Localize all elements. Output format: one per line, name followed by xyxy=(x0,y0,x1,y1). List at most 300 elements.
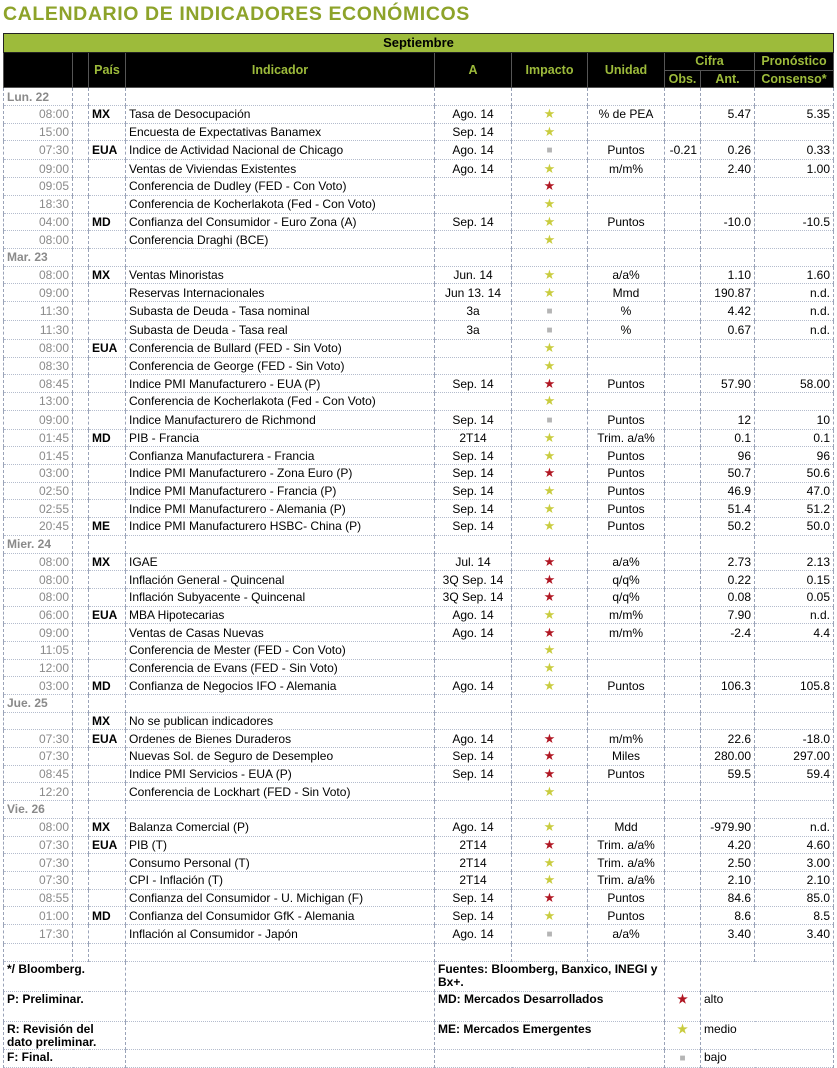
consenso-cell: 47.0 xyxy=(755,482,834,500)
period-cell: 3Q Sep. 14 xyxy=(435,571,512,589)
period-cell: Ago. 14 xyxy=(435,606,512,624)
country-cell xyxy=(89,765,126,783)
star-icon: ★ xyxy=(677,991,688,1006)
empty-cell xyxy=(73,871,89,889)
time-cell: 08:45 xyxy=(4,765,73,783)
square-icon: ■ xyxy=(546,928,553,940)
indicator-cell: Balanza Comercial (P) xyxy=(126,818,435,836)
unit-cell xyxy=(588,357,665,375)
table-row xyxy=(4,410,834,429)
header-cifra: Cifra xyxy=(665,53,755,71)
unit-cell: Trim. a/a% xyxy=(588,429,665,447)
empty-cell xyxy=(73,248,89,266)
period-cell: 2T14 xyxy=(435,836,512,854)
country-cell xyxy=(89,588,126,606)
country-cell xyxy=(89,871,126,889)
day-label: Mar. 23 xyxy=(4,248,73,266)
star-icon: ★ xyxy=(543,500,556,516)
consenso-cell: 4.60 xyxy=(755,836,834,854)
unit-cell xyxy=(588,783,665,801)
ant-cell: 2.50 xyxy=(701,854,755,872)
empty-cell xyxy=(73,500,89,518)
consenso-cell xyxy=(755,659,834,677)
footer-text: Fuentes: Bloomberg, Banxico, INEGI y Bx+. xyxy=(435,961,665,991)
country-cell xyxy=(89,624,126,642)
legend-icon-cell xyxy=(665,1049,701,1067)
ant-cell: 96 xyxy=(701,447,755,465)
ant-cell xyxy=(701,339,755,357)
unit-cell: m/m% xyxy=(588,606,665,624)
month-label: Septiembre xyxy=(4,34,834,53)
indicator-cell: Ventas Minoristas xyxy=(126,266,435,284)
table-row xyxy=(4,357,834,375)
empty-cell xyxy=(89,943,126,961)
obs-cell xyxy=(665,571,701,589)
obs-cell xyxy=(665,606,701,624)
square-icon: ■ xyxy=(679,1052,686,1064)
ant-cell xyxy=(701,178,755,196)
country-cell xyxy=(89,854,126,872)
time-cell: 08:00 xyxy=(4,266,73,284)
spacer-row xyxy=(4,943,834,961)
empty-cell xyxy=(73,266,89,284)
indicator-cell: Confianza del Consumidor - U. Michigan (F) xyxy=(126,889,435,907)
country-cell xyxy=(89,410,126,429)
consenso-cell: -10.5 xyxy=(755,213,834,231)
header-indicador: Indicador xyxy=(126,53,435,88)
star-icon: ★ xyxy=(543,677,556,693)
star-icon: ★ xyxy=(543,766,556,782)
table-row xyxy=(4,393,834,411)
table-row xyxy=(4,266,834,284)
impact-cell xyxy=(512,301,588,320)
empty-cell xyxy=(512,535,588,553)
table-row xyxy=(4,178,834,196)
impact-cell xyxy=(512,284,588,302)
empty-cell xyxy=(73,783,89,801)
period-cell: Sep. 14 xyxy=(435,500,512,518)
indicator-cell: Confianza Manufacturera - Francia xyxy=(126,447,435,465)
header-consenso: Consenso* xyxy=(755,70,834,88)
empty-cell xyxy=(73,393,89,411)
table-row xyxy=(4,553,834,571)
indicator-cell: Ordenes de Bienes Duraderos xyxy=(126,730,435,748)
impact-cell xyxy=(512,659,588,677)
period-cell: Ago. 14 xyxy=(435,624,512,642)
table-row xyxy=(4,871,834,889)
impact-cell xyxy=(512,641,588,659)
day-label: Vie. 26 xyxy=(4,801,73,819)
ant-cell: 4.42 xyxy=(701,301,755,320)
indicator-cell: Indice PMI Manufacturero - EUA (P) xyxy=(126,375,435,393)
empty-cell xyxy=(73,375,89,393)
empty-cell xyxy=(4,943,73,961)
empty-cell xyxy=(73,624,89,642)
consenso-cell: 50.6 xyxy=(755,465,834,483)
ant-cell xyxy=(701,783,755,801)
impact-cell xyxy=(512,606,588,624)
period-cell: 3Q Sep. 14 xyxy=(435,588,512,606)
consenso-cell: 105.8 xyxy=(755,677,834,695)
star-icon: ★ xyxy=(543,553,556,569)
unit-cell xyxy=(588,659,665,677)
unit-cell: Puntos xyxy=(588,677,665,695)
star-icon: ★ xyxy=(543,659,556,675)
period-cell: 2T14 xyxy=(435,871,512,889)
ant-cell: 8.6 xyxy=(701,907,755,925)
star-icon: ★ xyxy=(543,160,556,176)
indicator-cell: Ventas de Viviendas Existentes xyxy=(126,160,435,178)
empty-cell xyxy=(126,943,435,961)
unit-cell: Puntos xyxy=(588,889,665,907)
star-icon: ★ xyxy=(543,124,556,140)
day-label: Mier. 24 xyxy=(4,535,73,553)
ant-cell: 106.3 xyxy=(701,677,755,695)
unit-cell: a/a% xyxy=(588,266,665,284)
ant-cell: 190.87 xyxy=(701,284,755,302)
empty-cell xyxy=(73,695,89,713)
obs-cell xyxy=(665,730,701,748)
empty-cell xyxy=(126,961,435,991)
obs-cell xyxy=(665,284,701,302)
unit-cell: a/a% xyxy=(588,553,665,571)
indicator-cell: Ventas de Casas Nuevas xyxy=(126,624,435,642)
obs-cell xyxy=(665,712,701,730)
impact-cell xyxy=(512,393,588,411)
unit-cell xyxy=(588,123,665,141)
empty-cell xyxy=(512,695,588,713)
table-row xyxy=(4,320,834,339)
indicator-cell: Inflación General - Quincenal xyxy=(126,571,435,589)
empty-cell xyxy=(73,160,89,178)
star-icon: ★ xyxy=(543,196,556,212)
unit-cell: % de PEA xyxy=(588,106,665,124)
ant-cell xyxy=(701,659,755,677)
time-cell: 11:30 xyxy=(4,320,73,339)
period-cell: Sep. 14 xyxy=(435,518,512,536)
ant-cell: 7.90 xyxy=(701,606,755,624)
period-cell: 3a xyxy=(435,320,512,339)
table-row xyxy=(4,730,834,748)
indicator-cell: Confianza del Consumidor GfK - Alemania xyxy=(126,907,435,925)
table-row xyxy=(4,624,834,642)
period-cell: Ago. 14 xyxy=(435,818,512,836)
consenso-cell xyxy=(755,783,834,801)
impact-cell xyxy=(512,783,588,801)
star-icon: ★ xyxy=(543,819,556,835)
table-row xyxy=(4,284,834,302)
empty-cell xyxy=(512,943,588,961)
star-icon: ★ xyxy=(543,854,556,870)
time-cell: 02:55 xyxy=(4,500,73,518)
period-cell: Jun 13. 14 xyxy=(435,284,512,302)
time-cell: 08:00 xyxy=(4,818,73,836)
impact-cell xyxy=(512,677,588,695)
obs-cell xyxy=(665,106,701,124)
empty-cell xyxy=(73,889,89,907)
ant-cell xyxy=(701,357,755,375)
day-row xyxy=(4,535,834,553)
impact-cell xyxy=(512,482,588,500)
country-cell: EUA xyxy=(89,141,126,160)
country-cell xyxy=(89,447,126,465)
consenso-cell: n.d. xyxy=(755,301,834,320)
table-row xyxy=(4,606,834,624)
header-pronostico: Pronóstico xyxy=(755,53,834,71)
header-unidad: Unidad xyxy=(588,53,665,88)
unit-cell: Trim. a/a% xyxy=(588,836,665,854)
consenso-cell: 96 xyxy=(755,447,834,465)
square-icon: ■ xyxy=(546,324,553,336)
impact-cell xyxy=(512,624,588,642)
ant-cell xyxy=(701,641,755,659)
country-cell: MD xyxy=(89,907,126,925)
indicator-cell: Indice de Actividad Nacional de Chicago xyxy=(126,141,435,160)
unit-cell: Puntos xyxy=(588,447,665,465)
star-icon: ★ xyxy=(543,284,556,300)
indicator-cell: Indice PMI Manufacturero HSBC- China (P) xyxy=(126,518,435,536)
period-cell: Sep. 14 xyxy=(435,447,512,465)
table-row xyxy=(4,818,834,836)
empty-cell xyxy=(73,854,89,872)
star-icon: ★ xyxy=(543,178,556,194)
obs-cell xyxy=(665,765,701,783)
time-cell: 07:30 xyxy=(4,730,73,748)
consenso-cell: 51.2 xyxy=(755,500,834,518)
star-icon: ★ xyxy=(543,872,556,888)
period-cell: Sep. 14 xyxy=(435,410,512,429)
indicator-cell: Conferencia de Lockhart (FED - Sin Voto) xyxy=(126,783,435,801)
indicator-cell: Conferencia de Mester (FED - Con Voto) xyxy=(126,641,435,659)
day-row xyxy=(4,88,834,106)
obs-cell xyxy=(665,783,701,801)
indicator-cell: CPI - Inflación (T) xyxy=(126,871,435,889)
empty-cell xyxy=(435,248,512,266)
empty-cell xyxy=(435,695,512,713)
consenso-cell: 3.40 xyxy=(755,924,834,943)
country-cell xyxy=(89,889,126,907)
indicator-cell: Conferencia de Kocherlakota (Fed - Con Voto) xyxy=(126,195,435,213)
empty-cell xyxy=(73,535,89,553)
legend-icon-cell xyxy=(665,991,701,1021)
consenso-cell xyxy=(755,357,834,375)
unit-cell: Puntos xyxy=(588,465,665,483)
header-a: A xyxy=(435,53,512,88)
country-cell xyxy=(89,465,126,483)
period-cell: Ago. 14 xyxy=(435,106,512,124)
footer-row xyxy=(4,961,834,991)
time-cell: 09:00 xyxy=(4,160,73,178)
empty-cell xyxy=(588,535,665,553)
country-cell xyxy=(89,357,126,375)
unit-cell xyxy=(588,641,665,659)
star-icon: ★ xyxy=(543,465,556,481)
empty-cell xyxy=(126,1021,435,1049)
day-label: Lun. 22 xyxy=(4,88,73,106)
indicator-cell: Subasta de Deuda - Tasa nominal xyxy=(126,301,435,320)
ant-cell: 2.40 xyxy=(701,160,755,178)
impact-cell xyxy=(512,357,588,375)
empty-cell xyxy=(435,88,512,106)
indicator-cell: Indice PMI Manufacturero - Zona Euro (P) xyxy=(126,465,435,483)
unit-cell: % xyxy=(588,301,665,320)
unit-cell: Mmd xyxy=(588,284,665,302)
indicator-cell: Consumo Personal (T) xyxy=(126,854,435,872)
star-icon: ★ xyxy=(543,836,556,852)
legend-label: alto xyxy=(701,991,834,1021)
period-cell: Sep. 14 xyxy=(435,765,512,783)
ant-cell xyxy=(701,231,755,249)
period-cell xyxy=(435,231,512,249)
impact-cell xyxy=(512,854,588,872)
unit-cell: q/q% xyxy=(588,571,665,589)
empty-cell xyxy=(126,695,435,713)
time-cell: 12:20 xyxy=(4,783,73,801)
empty-cell xyxy=(73,231,89,249)
empty-cell xyxy=(73,320,89,339)
consenso-cell: n.d. xyxy=(755,284,834,302)
country-cell xyxy=(89,748,126,766)
table-row xyxy=(4,106,834,124)
unit-cell: q/q% xyxy=(588,588,665,606)
indicator-cell: Inflación Subyacente - Quincenal xyxy=(126,588,435,606)
unit-cell: m/m% xyxy=(588,624,665,642)
obs-cell xyxy=(665,854,701,872)
ant-cell: 59.5 xyxy=(701,765,755,783)
unit-cell: Puntos xyxy=(588,141,665,160)
consenso-cell: 0.33 xyxy=(755,141,834,160)
ant-cell xyxy=(701,712,755,730)
indicator-cell: Conferencia de Dudley (FED - Con Voto) xyxy=(126,178,435,196)
empty-cell xyxy=(126,88,435,106)
empty-cell xyxy=(73,836,89,854)
unit-cell: Puntos xyxy=(588,213,665,231)
unit-cell xyxy=(588,178,665,196)
empty-cell xyxy=(435,943,512,961)
star-icon: ★ xyxy=(543,589,556,605)
empty-cell xyxy=(588,695,665,713)
unit-cell xyxy=(588,195,665,213)
time-cell: 07:30 xyxy=(4,748,73,766)
table-row xyxy=(4,301,834,320)
impact-cell xyxy=(512,748,588,766)
consenso-cell: 5.35 xyxy=(755,106,834,124)
legend-label xyxy=(701,961,834,991)
table-row xyxy=(4,588,834,606)
consenso-cell: 50.0 xyxy=(755,518,834,536)
table-row xyxy=(4,465,834,483)
country-cell xyxy=(89,160,126,178)
indicator-cell: Conferencia de Kocherlakota (Fed - Con Voto) xyxy=(126,393,435,411)
indicator-cell: Indice PMI Manufacturero - Alemania (P) xyxy=(126,500,435,518)
time-cell: 04:00 xyxy=(4,213,73,231)
time-cell: 09:00 xyxy=(4,410,73,429)
table-row xyxy=(4,712,834,730)
table-row xyxy=(4,641,834,659)
impact-cell xyxy=(512,106,588,124)
country-cell: MX xyxy=(89,553,126,571)
indicator-cell: IGAE xyxy=(126,553,435,571)
time-cell: 13:00 xyxy=(4,393,73,411)
empty-cell xyxy=(126,991,435,1021)
table-row xyxy=(4,482,834,500)
time-cell: 12:00 xyxy=(4,659,73,677)
table-row xyxy=(4,748,834,766)
star-icon: ★ xyxy=(543,106,556,122)
obs-cell xyxy=(665,518,701,536)
empty-cell xyxy=(89,801,126,819)
ant-cell xyxy=(701,195,755,213)
empty-cell xyxy=(512,801,588,819)
empty-cell xyxy=(701,943,755,961)
time-cell: 08:55 xyxy=(4,889,73,907)
empty-cell xyxy=(89,695,126,713)
period-cell: 2T14 xyxy=(435,429,512,447)
unit-cell: a/a% xyxy=(588,924,665,943)
empty-cell xyxy=(73,284,89,302)
consenso-cell: 0.1 xyxy=(755,429,834,447)
empty-cell xyxy=(755,535,834,553)
star-icon: ★ xyxy=(543,375,556,391)
empty-cell xyxy=(73,677,89,695)
period-cell: Ago. 14 xyxy=(435,677,512,695)
footer-row xyxy=(4,1049,834,1067)
indicator-cell: Conferencia de George (FED - Sin Voto) xyxy=(126,357,435,375)
period-cell: Ago. 14 xyxy=(435,141,512,160)
unit-cell: Trim. a/a% xyxy=(588,871,665,889)
star-icon: ★ xyxy=(543,571,556,587)
country-cell: MD xyxy=(89,677,126,695)
table-row xyxy=(4,123,834,141)
unit-cell: Trim. a/a% xyxy=(588,854,665,872)
time-cell: 07:30 xyxy=(4,836,73,854)
table-row xyxy=(4,907,834,925)
impact-cell xyxy=(512,571,588,589)
unit-cell xyxy=(588,231,665,249)
country-cell xyxy=(89,301,126,320)
footer-note: F: Final. xyxy=(4,1049,126,1067)
empty-cell xyxy=(73,518,89,536)
empty-cell xyxy=(73,178,89,196)
obs-cell xyxy=(665,677,701,695)
unit-cell: Puntos xyxy=(588,375,665,393)
consenso-cell xyxy=(755,178,834,196)
consenso-cell: 1.00 xyxy=(755,160,834,178)
table-row xyxy=(4,195,834,213)
obs-cell xyxy=(665,123,701,141)
time-cell: 08:00 xyxy=(4,106,73,124)
empty-cell xyxy=(701,695,755,713)
period-cell: Sep. 14 xyxy=(435,465,512,483)
period-cell: Ago. 14 xyxy=(435,160,512,178)
square-icon: ■ xyxy=(546,305,553,317)
ant-cell: 0.08 xyxy=(701,588,755,606)
period-cell: Sep. 14 xyxy=(435,482,512,500)
country-cell xyxy=(89,231,126,249)
indicator-cell: Tasa de Desocupación xyxy=(126,106,435,124)
unit-cell: m/m% xyxy=(588,160,665,178)
country-cell xyxy=(89,123,126,141)
empty-cell xyxy=(73,465,89,483)
consenso-cell: 58.00 xyxy=(755,375,834,393)
empty-cell xyxy=(73,712,89,730)
empty-cell xyxy=(435,801,512,819)
impact-cell xyxy=(512,889,588,907)
obs-cell xyxy=(665,500,701,518)
indicator-cell: Nuevas Sol. de Seguro de Desempleo xyxy=(126,748,435,766)
unit-cell: Puntos xyxy=(588,410,665,429)
empty-cell xyxy=(73,88,89,106)
